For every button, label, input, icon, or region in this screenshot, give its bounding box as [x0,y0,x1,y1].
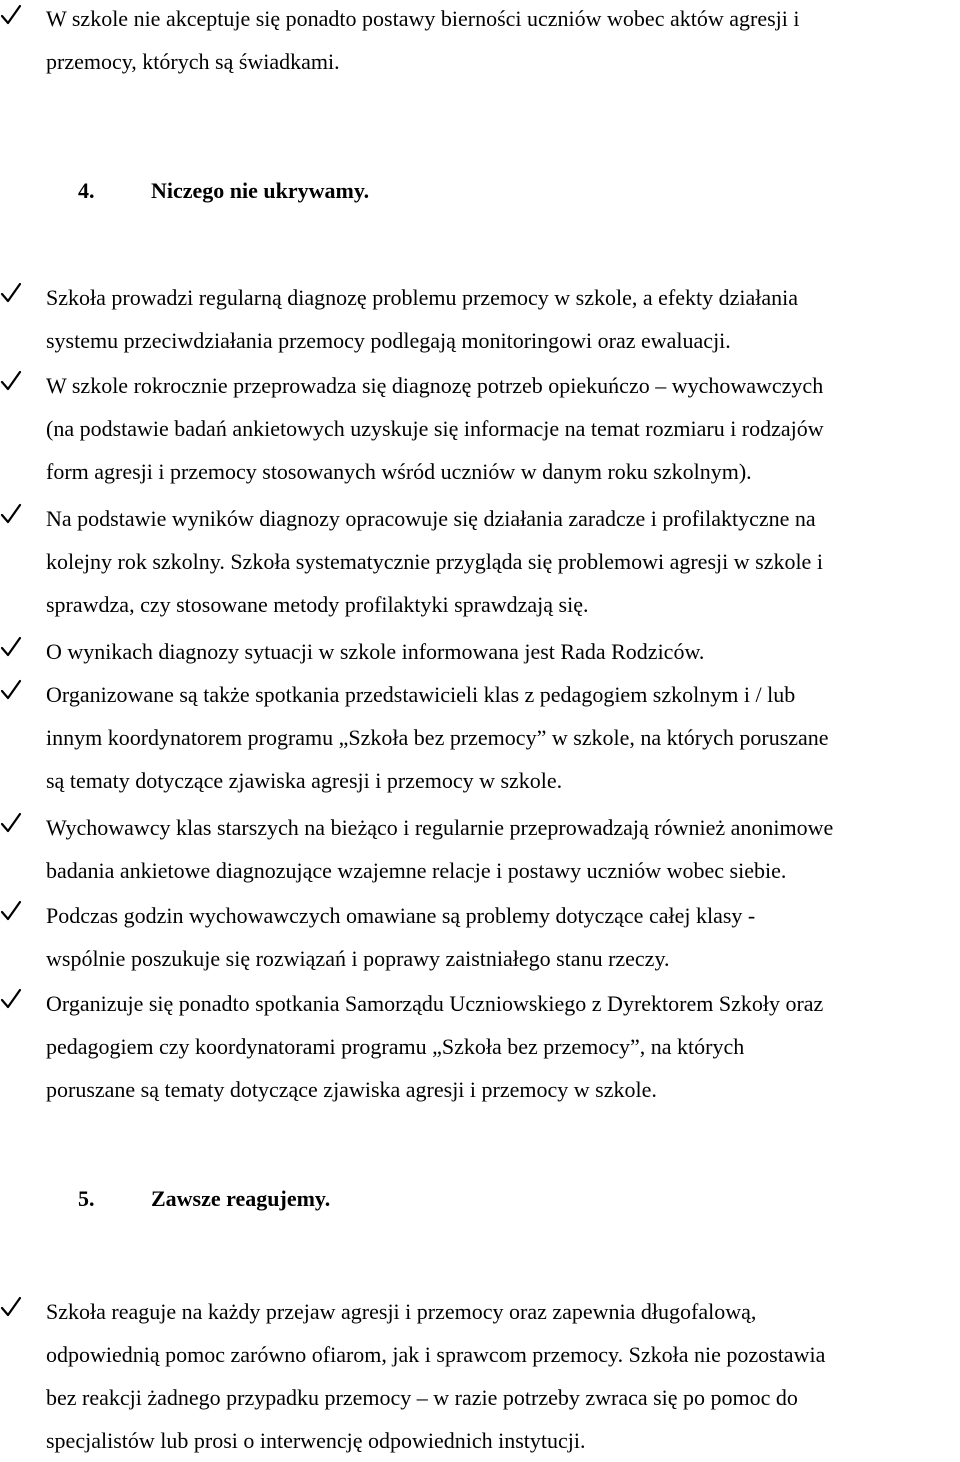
paragraph-line: są tematy dotyczące zjawiska agresji i przemocy w szkole. [46,768,563,793]
paragraph-line: badania ankietowe diagnozujące wzajemne relacje i postawy uczniów wobec siebie. [46,858,787,883]
paragraph [46,497,960,626]
paragraph-line: Wychowawcy klas starszych na bieżąco i regularnie przeprowadzają również anonimowe [46,815,834,840]
checkmark-icon [0,812,22,834]
section-title: Zawsze reagujemy. [151,1186,331,1211]
section-number: 5. [78,1186,95,1211]
paragraph-line: Podczas godzin wychowawczych omawiane są problemy dotyczące całej klasy - [46,903,756,928]
paragraph-line: poruszane są tematy dotyczące zjawiska agresji i przemocy w szkole. [46,1077,657,1102]
paragraph-line: sprawdza, czy stosowane metody profilaktyki sprawdzają się. [46,592,589,617]
checkmark-icon [0,679,22,701]
checkmark-icon [0,503,22,525]
checkmark-icon [0,370,22,392]
paragraph [46,276,960,362]
paragraph-line: O wynikach diagnozy sytuacji w szkole informowana jest Rada Rodziców. [46,639,705,664]
checkmark-icon [0,1296,22,1318]
paragraph-line: systemu przeciwdziałania przemocy podlegają monitoringowi oraz ewaluacji. [46,328,731,353]
section-heading [78,176,960,206]
paragraph [46,982,960,1111]
paragraph-line: przemocy, których są świadkami. [46,49,340,74]
paragraph-line: form agresji i przemocy stosowanych wśród uczniów w danym roku szkolnym). [46,459,752,484]
checkmark-icon [0,636,22,658]
checkmark-icon [0,900,22,922]
section-number: 4. [78,178,95,203]
paragraph-line: W szkole rokrocznie przeprowadza się diagnozę potrzeb opiekuńczo – wychowawczych [46,373,824,398]
paragraph-line: pedagogiem czy koordynatorami programu „Szkoła bez przemocy”, na których [46,1034,745,1059]
paragraph-line: innym koordynatorem programu „Szkoła bez przemocy” w szkole, na których poruszane [46,725,829,750]
checkmark-icon [0,4,22,26]
paragraph [46,806,960,892]
paragraph-line: odpowiednią pomoc zarówno ofiarom, jak i sprawcom przemocy. Szkoła nie pozostawia [46,1342,826,1367]
paragraph-line: Organizuje się ponadto spotkania Samorządu Uczniowskiego z Dyrektorem Szkoły oraz [46,991,824,1016]
section-heading [78,1184,960,1214]
paragraph [46,630,960,673]
paragraph-line: bez reakcji żadnego przypadku przemocy – w razie potrzeby zwraca się po pomoc do [46,1385,798,1410]
checkmark-icon [0,988,22,1010]
paragraph [46,894,960,980]
paragraph [46,364,960,493]
paragraph [46,673,960,802]
section-title: Niczego nie ukrywamy. [151,178,370,203]
paragraph-line: W szkole nie akceptuje się ponadto postawy bierności uczniów wobec aktów agresji i [46,6,800,31]
paragraph-line: Szkoła prowadzi regularną diagnozę problemu przemocy w szkole, a efekty działania [46,285,798,310]
paragraph [46,1290,960,1462]
checkmark-icon [0,282,22,304]
paragraph-line: wspólnie poszukuje się rozwiązań i poprawy zaistniałego stanu rzeczy. [46,946,670,971]
paragraph-line: Organizowane są także spotkania przedstawicieli klas z pedagogiem szkolnym i / lub [46,682,796,707]
paragraph-line: kolejny rok szkolny. Szkoła systematycznie przygląda się problemowi agresji w szkole i [46,549,823,574]
paragraph-line: specjalistów lub prosi o interwencję odpowiednich instytucji. [46,1428,586,1453]
paragraph-line: Na podstawie wyników diagnozy opracowuje się działania zaradcze i profilaktyczne na [46,506,816,531]
paragraph [46,0,960,83]
paragraph-line: Szkoła reaguje na każdy przejaw agresji i przemocy oraz zapewnia długofalową, [46,1299,757,1324]
paragraph-line: (na podstawie badań ankietowych uzyskuje się informacje na temat rozmiaru i rodzajów [46,416,824,441]
